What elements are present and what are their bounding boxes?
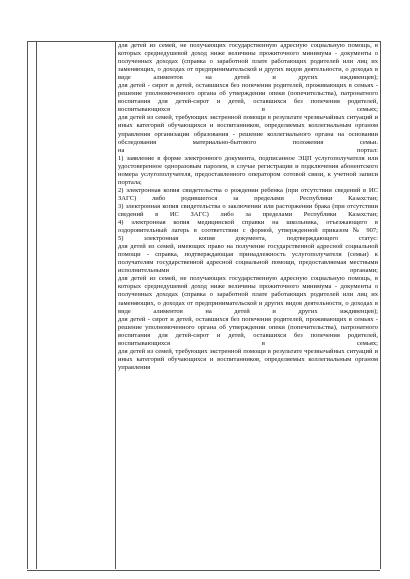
paragraph: 2) электронная копия свидетельства о рождении ребенка (при отсутствии сведений в ИС ЗАГС) либо родившегося за пределами Республики Казахстан; — [118, 186, 378, 202]
table-border-right — [380, 41, 381, 569]
paragraph: для детей из семей, требующих экстренной помощи в результате чрезвычайных ситуаций и иных категорий обучающихся и воспитанников, определяемых коллегиальным органом управления — [118, 347, 378, 371]
table-cell-content — [115, 41, 380, 569]
paragraph: 5) электронная копия документа, подтверждающего статус: — [118, 235, 378, 243]
paragraph: для детей из семей, имеющих право на получение государственной адресной социальной помощи - справка, подтверждающая принадлежность услугополучателя (семьи) к получателям государственной адресной социальной помощи, предоставляемая местными исполнительными органами; — [118, 243, 378, 275]
paragraph: на портал: — [118, 146, 378, 154]
paragraph: 1) заявление в форме электронного документа, подписанное ЭЦП услугополучателя или удостоверенное одноразовым паролем, в случае регистрации и подключения абонентского номера услугополучателя, предоставленного оператором сотовой связи, к учетной записи портала; — [118, 154, 378, 186]
paragraph: 4) электронная копия медицинской справки на школьника, отъезжающего в оздоровительный лагерь в соответствии с формой, утвержденной приказом № 907; — [118, 219, 378, 235]
paragraph: 3) электронная копия свидетельства о заключении или расторжении брака (при отсутствии сведений в ИС ЗАГС) либо за пределами Республики Казахстан; — [118, 202, 378, 218]
table-border-left — [27, 41, 28, 569]
paragraph: для детей - сирот и детей, оставшихся без попечения родителей, проживающих в семьях - решение уполномоченного органа об утверждении опеки (попечительства), патронатного воспитания для детей-сирот и детей, оставшихся без попечения родителей, воспитывающихся в семьях; — [118, 315, 378, 347]
paragraph: для детей из семей, требующих экстренной помощи в результате чрезвычайных ситуаций и иных категорий обучающихся и воспитанников, определяемых коллегиальным органом управления организации образования - решение коллегиального органа на основании обследования материально-бытового положения семьи. — [118, 114, 378, 146]
paragraph: для детей из семей, не получающих государственную адресную социальную помощь, в которых среднедушевой доход ниже величины прожиточного минимума - документы о полученных доходах (справка о заработной плате работающих родителей или лиц их заменяющих, о доходах от предпринимательской и других видов деятельности, о доходах в виде алиментов на детей и других иждивенцев); — [118, 275, 378, 315]
paragraph: для детей - сирот и детей, оставшихся без попечения родителей, проживающих в семьях - решение уполномоченного органа об утверждении опеки (попечительства), патронатного воспитания для детей-сирот и детей, оставшихся без попечения родителей, воспитывающихся в семьях; — [118, 82, 378, 114]
table-column-divider-1 — [36, 41, 37, 569]
paragraph: для детей из семей, не получающих государственную адресную социальную помощь, в которых среднедушевой доход ниже величины прожиточного минимума - документы о полученных доходах (справка о заработной плате работающих родителей или лиц их заменяющих, о доходах от предпринимательской и других видов деятельности, о доходах в виде алиментов на детей и других иждивенцев); — [118, 42, 378, 82]
